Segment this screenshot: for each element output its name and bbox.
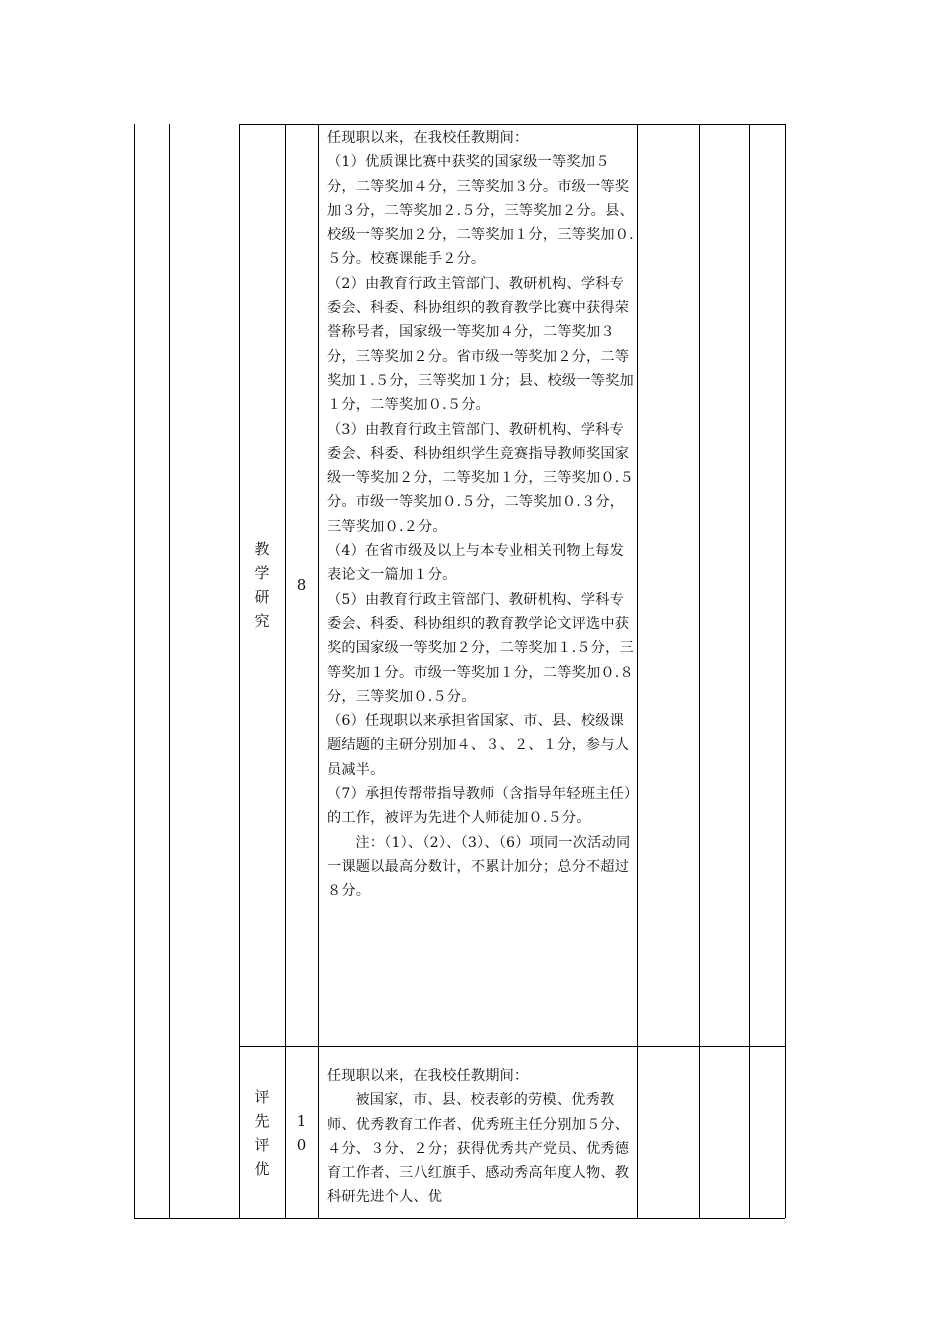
column-divider [699,124,700,1218]
criteria-cell [319,1064,635,1216]
category-char: 优 [254,1159,270,1178]
criteria-paragraph: （6）任现职以来承担省国家、市、县、校级课题结题的主研分别加４、３、２、１分，参与人员减半。 [327,713,630,778]
table-top-border [239,124,786,125]
column-divider [169,124,170,1218]
score-char: 1 [296,1111,307,1130]
column-divider [637,124,638,1218]
criteria-paragraph: 任现职以来，在我校任教期间： [327,1068,529,1084]
criteria-cell [319,126,635,904]
score-cell [285,1046,318,1219]
row-divider [239,1046,786,1047]
column-divider [749,124,750,1218]
category-char: 评 [254,1087,270,1106]
category-char: 教 [254,540,270,558]
criteria-paragraph: 任现职以来，在我校任教期间： [327,130,529,146]
criteria-paragraph: 被国家，市、县、校表彰的劳模、优秀教师、优秀教育工作者、优秀班主任分别加５分、４分、３分、２分；获得优秀共产党员、优秀德育工作者、三八红旗手、感动秀高年度人物、教科研先进个人、优 [327,1092,630,1206]
category-char: 评 [254,1135,270,1154]
score-char: 0 [296,1135,307,1154]
criteria-paragraph: （7）承担传帮带指导教师（含指导年轻班主任）的工作，被评为先进个人师徒加０.５分。 [327,786,632,827]
category-char: 学 [254,564,270,582]
score-cell [285,124,318,1046]
score-char: 8 [296,576,307,594]
criteria-note: 注：（1）、（2）、（3）、（6）项同一次活动同一课题以最高分数计，不累计加分；总分不超过８分。 [327,834,631,900]
column-divider [785,124,786,1218]
criteria-paragraph: （3）由教育行政主管部门、教研机构、学科专委会、科委、科协组织学生竞赛指导教师奖国家级一等奖加２分，二等奖加１分，三等奖加０.５分。市级一等奖加０.５分，二等奖加０.３分，三等奖加０.２分。 [327,421,634,535]
criteria-paragraph: （4）在省市级及以上与本专业相关刊物上每发表论文一篇加１分。 [327,543,624,584]
category-char: 先 [254,1111,270,1130]
criteria-paragraph: （5）由教育行政主管部门、教研机构、学科专委会、科委、科协组织的教育教学论文评选中获奖的国家级一等奖加２分，二等奖加１.５分，三等奖加１分。市级一等奖加１分，二等奖加０.８分，三等奖加０.５分。 [327,591,634,705]
category-cell-awards [239,1046,285,1219]
criteria-paragraph: （1）优质课比赛中获奖的国家级一等奖加５分，二等奖加４分，三等奖加３分。市级一等奖加３分，二等奖加２.５分，三等奖加２分。县、校级一等奖加２分，二等奖加１分，三等奖加０.５分。校赛课能手２分。 [327,154,634,268]
evaluation-table [134,124,785,1219]
category-char: 究 [254,612,270,630]
category-char: 研 [254,588,270,606]
criteria-paragraph: （2）由教育行政主管部门、教研机构、学科专委会、科委、科协组织的教育教学比赛中获得荣誉称号者，国家级一等奖加４分，二等奖加３分，三等奖加２分。省市级一等奖加２分，二等奖加１.５分，三等奖加１分；县、校级一等奖加１分，二等奖加０.５分。 [327,275,634,414]
category-cell-teaching-research [239,124,285,1046]
